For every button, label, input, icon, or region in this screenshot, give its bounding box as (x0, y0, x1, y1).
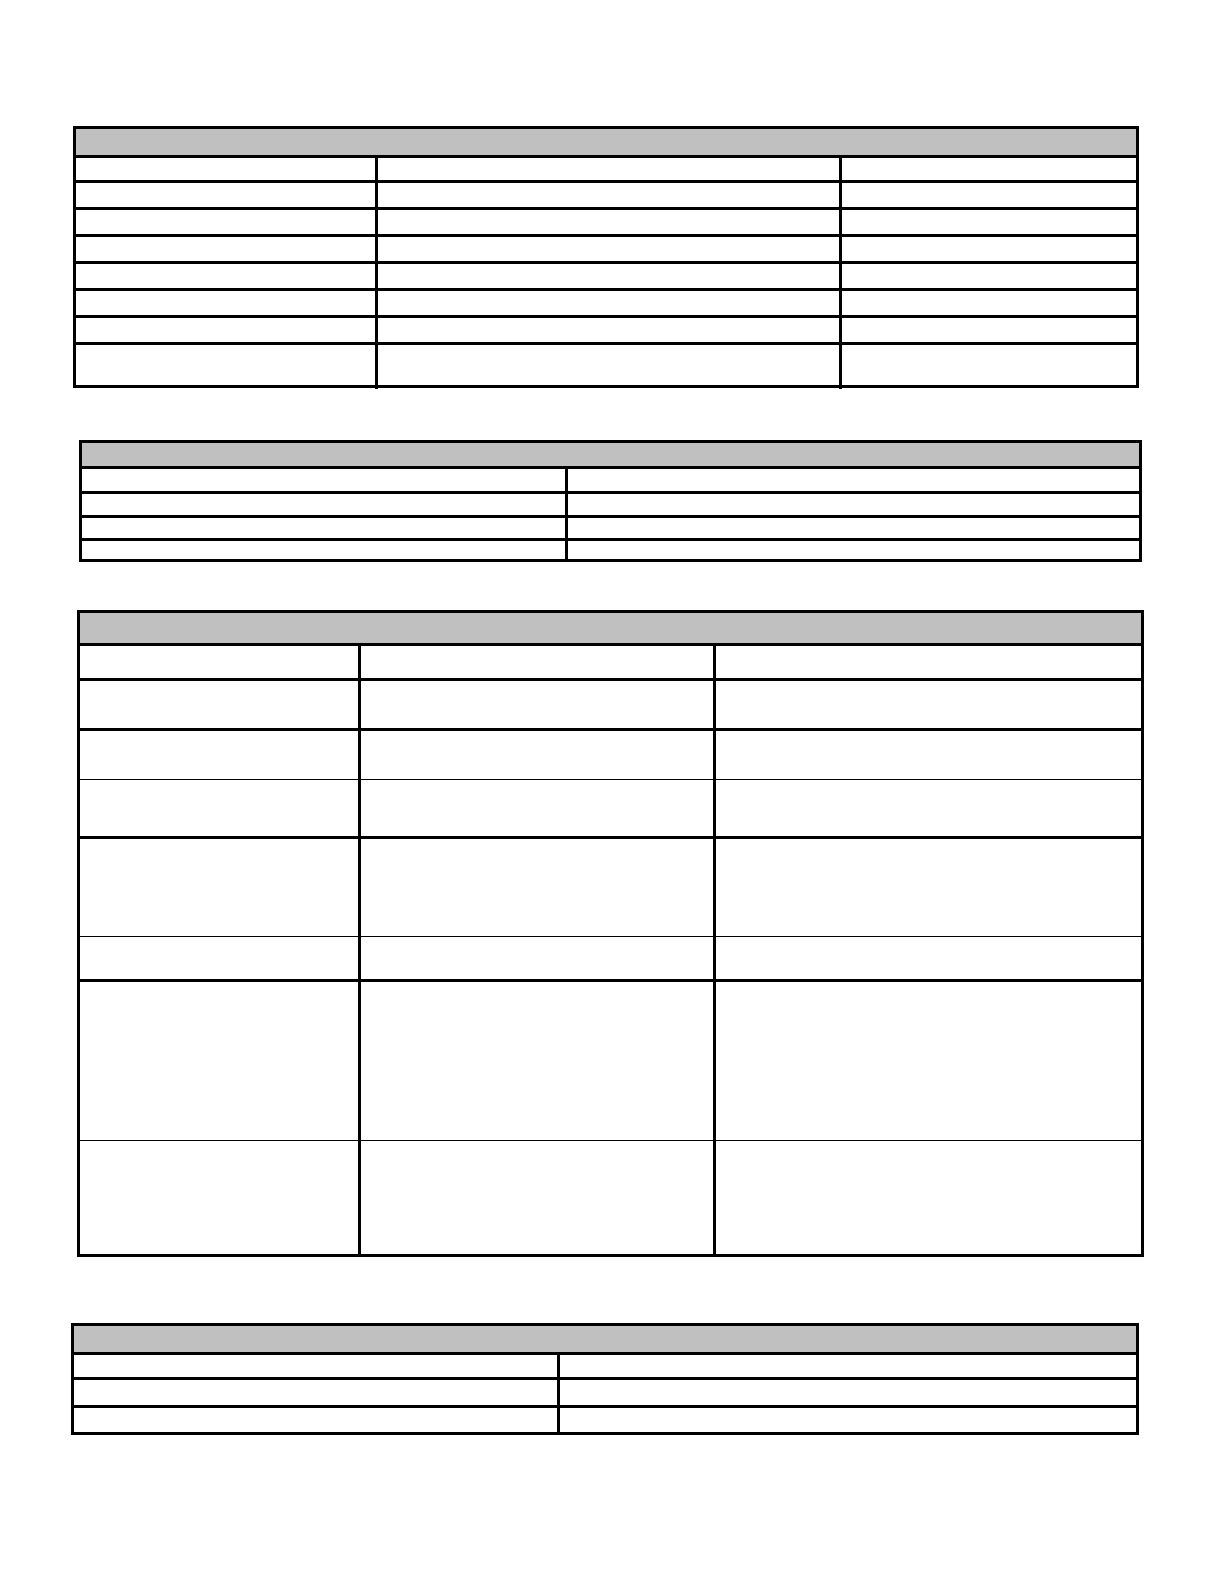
table-cell[interactable] (80, 780, 358, 836)
table-1-header (76, 129, 1136, 158)
table-row (82, 469, 1139, 491)
table-cell[interactable] (713, 731, 1141, 779)
table-3-header (80, 613, 1141, 646)
form-table-1 (73, 126, 1139, 388)
table-cell[interactable] (713, 681, 1141, 728)
table-cell[interactable] (358, 681, 713, 728)
table-cell[interactable] (82, 494, 565, 515)
table-cell[interactable] (565, 541, 1139, 559)
table-cell[interactable] (375, 210, 839, 234)
table-cell[interactable] (80, 681, 358, 728)
table-cell[interactable] (76, 291, 375, 315)
table-2-header (82, 443, 1139, 469)
table-cell[interactable] (557, 1355, 1136, 1377)
table-cell[interactable] (74, 1408, 557, 1432)
table-cell[interactable] (82, 469, 565, 491)
table-cell[interactable] (74, 1355, 557, 1377)
table-cell[interactable] (565, 518, 1139, 538)
table-cell[interactable] (557, 1408, 1136, 1432)
table-row (82, 491, 1139, 515)
table-cell[interactable] (565, 494, 1139, 515)
table-cell[interactable] (76, 264, 375, 288)
table-row (80, 936, 1141, 979)
table-cell[interactable] (358, 937, 713, 979)
form-table-2 (79, 440, 1142, 562)
table-cell[interactable] (375, 345, 839, 389)
table-cell[interactable] (76, 237, 375, 261)
table-cell[interactable] (80, 646, 358, 678)
table-cell[interactable] (375, 158, 839, 180)
table-row (80, 728, 1141, 779)
table-row (76, 234, 1136, 261)
table-cell[interactable] (839, 183, 1136, 207)
table-cell[interactable] (358, 982, 713, 1140)
table-cell[interactable] (839, 291, 1136, 315)
table-cell[interactable] (80, 937, 358, 979)
table-cell[interactable] (565, 469, 1139, 491)
table-row (76, 342, 1136, 389)
table-cell[interactable] (358, 780, 713, 836)
table-cell[interactable] (80, 839, 358, 936)
table-row (82, 538, 1139, 559)
form-table-4 (71, 1323, 1139, 1435)
table-cell[interactable] (80, 982, 358, 1140)
table-row (76, 288, 1136, 315)
table-row (74, 1355, 1136, 1377)
table-cell[interactable] (76, 158, 375, 180)
table-cell[interactable] (713, 937, 1141, 979)
table-cell[interactable] (839, 318, 1136, 342)
table-cell[interactable] (839, 264, 1136, 288)
table-row (80, 779, 1141, 836)
table-row (80, 1140, 1141, 1254)
table-cell[interactable] (82, 518, 565, 538)
table-row (76, 207, 1136, 234)
table-row (80, 979, 1141, 1140)
table-cell[interactable] (76, 210, 375, 234)
table-cell[interactable] (358, 731, 713, 779)
table-cell[interactable] (375, 264, 839, 288)
table-cell[interactable] (839, 158, 1136, 180)
table-row (82, 515, 1139, 538)
table-cell[interactable] (713, 839, 1141, 936)
table-row (80, 836, 1141, 936)
table-row (80, 646, 1141, 678)
table-cell[interactable] (375, 183, 839, 207)
table-row (76, 180, 1136, 207)
table-cell[interactable] (375, 291, 839, 315)
table-cell[interactable] (839, 345, 1136, 389)
table-cell[interactable] (375, 318, 839, 342)
table-cell[interactable] (80, 1141, 358, 1254)
table-row (80, 678, 1141, 728)
table-cell[interactable] (80, 731, 358, 779)
table-row (76, 261, 1136, 288)
table-4-header (74, 1326, 1136, 1355)
table-cell[interactable] (557, 1380, 1136, 1405)
table-cell[interactable] (839, 210, 1136, 234)
table-cell[interactable] (82, 541, 565, 559)
table-cell[interactable] (76, 318, 375, 342)
table-row (74, 1377, 1136, 1405)
table-cell[interactable] (713, 780, 1141, 836)
table-row (76, 315, 1136, 342)
table-cell[interactable] (358, 839, 713, 936)
table-cell[interactable] (76, 345, 375, 389)
table-cell[interactable] (358, 646, 713, 678)
table-row (76, 158, 1136, 180)
table-cell[interactable] (713, 982, 1141, 1140)
table-cell[interactable] (713, 1141, 1141, 1254)
table-cell[interactable] (713, 646, 1141, 678)
form-table-3 (77, 610, 1144, 1257)
table-cell[interactable] (375, 237, 839, 261)
table-cell[interactable] (839, 237, 1136, 261)
table-cell[interactable] (76, 183, 375, 207)
table-cell[interactable] (358, 1141, 713, 1254)
table-row (74, 1405, 1136, 1432)
table-cell[interactable] (74, 1380, 557, 1405)
